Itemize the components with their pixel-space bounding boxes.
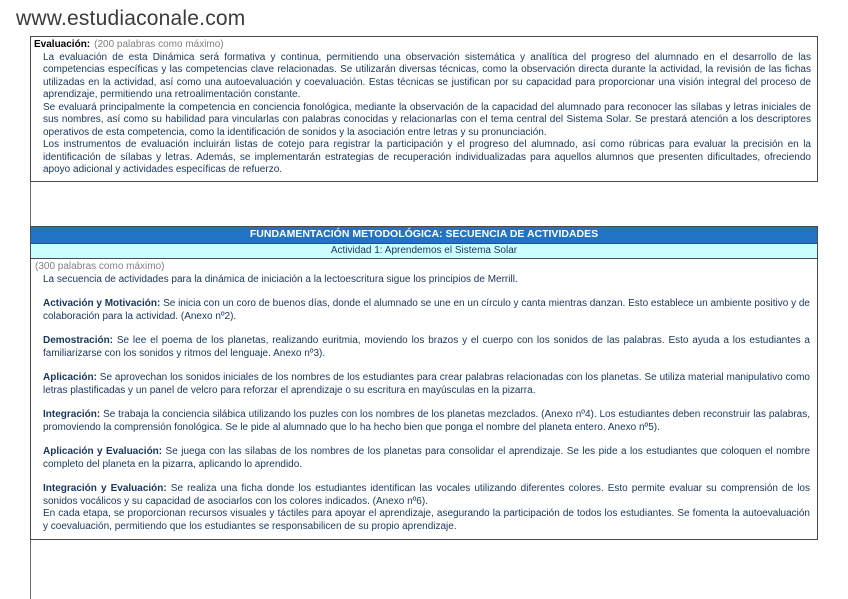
paragraph-text: La secuencia de actividades para la dinámica de iniciación a la lectoescritura sigue los principios de Merrill. xyxy=(43,273,518,285)
paragraph-text: En cada etapa, se proporcionan recursos visuales y táctiles para apoyar el aprendizaje, asegurando la participación de todos los estudiantes. Se fomenta la autoevaluación y coevaluación, permitiendo que los estudiantes se responsabilicen de su propio aprendizaje. xyxy=(43,508,810,532)
paragraph-text: Se juega con las sílabas de los nombres de los planetas para consolidar el aprendizaje. Se les pide a los estudiantes que coloquen el nombre completo del planeta en la pizarra, aplicando lo aprendido. xyxy=(43,446,811,470)
evaluation-heading-line xyxy=(34,39,813,52)
paragraph-lead: Integración: xyxy=(43,409,101,421)
evaluation-word-limit: (200 palabras como máximo) xyxy=(94,39,224,50)
methodology-header: FUNDAMENTACIÓN METODOLÓGICA: SECUENCIA DE ACTIVIDADES xyxy=(31,227,817,244)
activity-paragraph-aplicacion xyxy=(34,372,812,397)
paragraph-text: Se realiza una ficha donde los estudiantes identifican las vocales utilizando diferentes colores. Esto permite evaluar su comprensión de los sonidos vocálicos y su capacidad de asociarlos con los colores indicados. (Anexo nº6). xyxy=(43,483,810,507)
activity-word-limit: (300 palabras como máximo) xyxy=(35,261,165,273)
activity-paragraph-intro xyxy=(34,274,812,287)
activity-paragraph-integracion-evaluacion xyxy=(34,483,812,508)
activity-paragraph-aplicacion-evaluacion xyxy=(34,446,812,471)
paragraph-lead: Integración y Evaluación: xyxy=(43,483,167,495)
evaluation-paragraph: Se evaluará principalmente la competencia en conciencia fonológica, mediante la observación de la capacidad del alumnado para reconocer las sílabas y letras iniciales de sus nombres, así como su habilidad para vincularlas con palabras conocidas y relacionarlas con el tema central del Sistema Solar. Se prestará atención a los descriptores operativos de esta competencia, como la identificación de sonidos y la asociación entre letras y su pronunciación. xyxy=(43,101,811,138)
paragraph-lead: Aplicación y Evaluación: xyxy=(43,446,163,458)
activity-paragraph-activacion xyxy=(34,298,812,323)
paragraph-lead: Activación y Motivación: xyxy=(43,298,161,310)
evaluation-section xyxy=(30,36,818,182)
activity-body xyxy=(31,259,817,539)
activity-subheader: Actividad 1: Aprendemos el Sistema Solar xyxy=(31,244,817,260)
paragraph-lead: Aplicación: xyxy=(43,372,97,384)
evaluation-paragraph: Los instrumentos de evaluación incluirán listas de cotejo para registrar la participación y el progreso del alumnado, así como rúbricas para evaluar la precisión en la identificación de sílabas y letras. Además, se implementarán estrategias de recuperación individualizadas para aquellos alumnos que presenten dificultades, ofreciendo apoyo adicional y actividades específicas de refuerzo. xyxy=(43,139,811,175)
activity-paragraph-cierre xyxy=(34,508,812,533)
evaluation-paragraph: La evaluación de esta Dinámica será formativa y continua, permitiendo una observación sistemática y analítica del progreso del alumnado en el desarrollo de las competencias específicas y las competencias clave relacionadas. Se utilizarán diversas técnicas, como la observación directa durante la actividad, la revisión de las fichas utilizadas en la actividad, así como una autoevaluación y coevaluación. Estas técnicas se justifican por su capacidad para proporcionar una visión integral del proceso de aprendizaje, permitiendo una retroalimentación constante. xyxy=(43,51,811,100)
paragraph-text: Se trabaja la conciencia silábica utilizando los puzles con los nombres de los planetas mezclados. (Anexo nº4). Los estudiantes deben reconstruir las palabras, promoviendo la comprensión fonológica. Se le pide al alumnado que lo ha hecho bien que ponga el nombre del planeta entero. Anexo nº5). xyxy=(43,409,810,433)
site-logo: www.estudiaconale.com xyxy=(16,7,246,30)
activity-paragraph-demostracion xyxy=(34,335,812,360)
activity-paragraph-integracion xyxy=(34,409,812,434)
paragraph-text: Se lee el poema de los planetas, realizando euritmia, moviendo los brazos y el cuerpo con los sonidos de las palabras. Esto ayuda a los estudiantes a familiarizarse con los sonidos y ritmos del lenguaje. Anexo nº3). xyxy=(43,335,810,359)
evaluation-label: Evaluación: xyxy=(34,39,91,50)
methodology-section xyxy=(30,226,818,541)
paragraph-lead: Demostración: xyxy=(43,335,114,347)
paragraph-text: Se aprovechan los sonidos iniciales de los nombres de los estudiantes para crear palabras relacionadas con los planetas. Se utiliza material manipulativo como letras plastificadas y un panel de velcro para reforzar el aprendizaje o su escritura en mayúsculas en la pizarra. xyxy=(43,372,810,396)
paragraph-text: Se inicia con un coro de buenos días, donde el alumnado se une en un círculo y canta mientras danzan. Esto establece un ambiente positivo y de colaboración para la actividad. (Anexo nº2). xyxy=(43,298,810,322)
